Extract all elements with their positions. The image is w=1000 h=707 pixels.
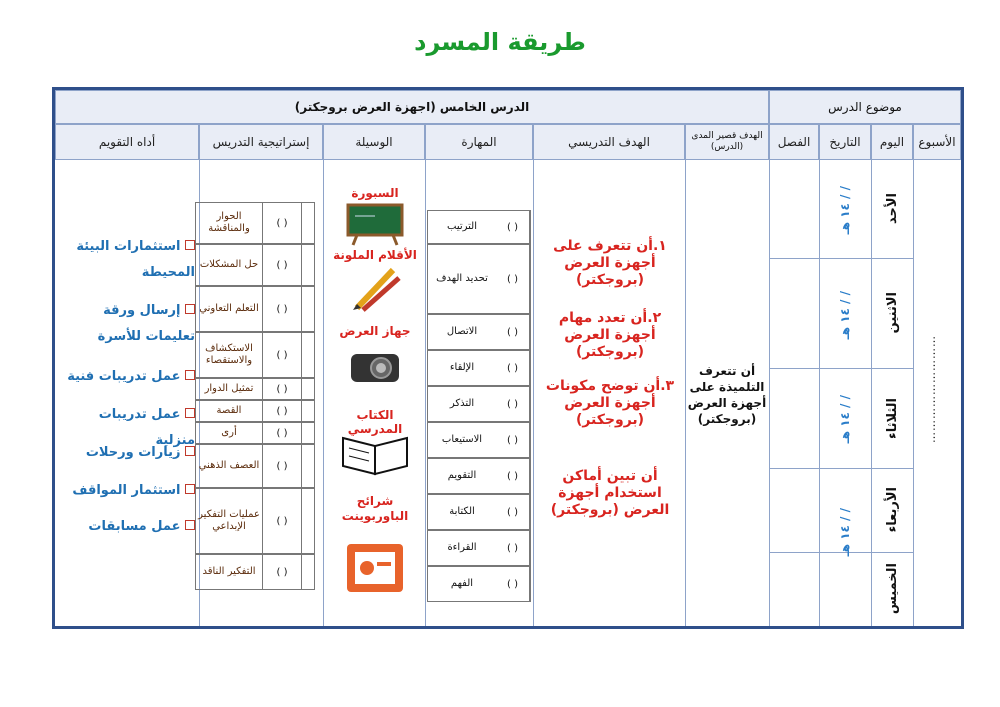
skill-checkbox[interactable]: ( )	[496, 567, 530, 601]
strategy-row	[195, 332, 315, 378]
teaching-goal-3: ٣.أن توضح مكونات أجهزة العرض (بروجكتر)	[545, 378, 675, 428]
day-tuesday: الثلاثاء	[884, 397, 900, 439]
skill-label: التقويم	[447, 470, 477, 481]
evaluation-item	[59, 514, 195, 540]
teaching-goal-1: ١.أن تتعرف على أجهزة العرض (بروجكتر)	[553, 238, 667, 288]
evaluation-checkbox[interactable]	[185, 370, 195, 380]
day-monday: الاثنين	[884, 292, 900, 334]
strategy-checkbox[interactable]: ( )	[262, 287, 302, 331]
week-value: ………………………	[930, 336, 944, 444]
evaluation-label: استثمار المواقف	[72, 483, 181, 498]
date-cell	[819, 378, 871, 460]
evaluation-checkbox[interactable]	[185, 240, 195, 250]
lesson-title: الدرس الخامس (اجهزة العرض بروجكتر)	[55, 90, 769, 124]
evaluation-label: إرسال ورقة تعليمات للأسرة	[97, 303, 195, 344]
strategy-label: أرى	[221, 427, 237, 438]
col-short-goal: الهدف قصير المدى (الدرس)	[685, 124, 769, 160]
day-thursday: الخميس	[884, 563, 900, 615]
skill-label: الكتابة	[449, 506, 475, 517]
strategy-checkbox[interactable]: ( )	[262, 401, 302, 421]
strategy-label: عمليات التفكير الإبداعي	[198, 509, 260, 532]
skill-checkbox[interactable]: ( )	[496, 495, 530, 529]
strategy-checkbox[interactable]: ( )	[262, 203, 302, 243]
day-cell	[871, 368, 913, 468]
evaluation-label: عمل تدريبات منزلية	[98, 407, 195, 448]
date-cell	[819, 470, 871, 594]
strategy-checkbox[interactable]: ( )	[262, 445, 302, 487]
skill-row	[427, 350, 531, 386]
skill-label: القراءة	[447, 542, 477, 553]
skill-label: الفهم	[450, 578, 474, 589]
day-sunday: الأحد	[884, 193, 900, 225]
date-value: / / ١٤ هـ	[838, 185, 852, 235]
powerpoint-icon	[345, 542, 405, 594]
strategy-row	[195, 378, 315, 400]
skill-label: تحديد الهدف	[436, 273, 488, 284]
strategy-checkbox[interactable]: ( )	[262, 245, 302, 285]
evaluation-label: عمل مسابقات	[88, 519, 181, 534]
strategy-checkbox[interactable]: ( )	[262, 555, 302, 589]
skill-label: الاتصال	[446, 326, 478, 337]
day-cell	[871, 552, 913, 626]
date-value: / / ١٤ هـ	[838, 290, 852, 340]
day-cell	[871, 258, 913, 368]
skill-checkbox[interactable]: ( )	[496, 245, 530, 313]
skill-label: التذكر	[449, 398, 475, 409]
strategy-row	[195, 400, 315, 422]
date-value: / / ١٤ هـ	[838, 507, 852, 557]
col-class: الفصل	[769, 124, 819, 160]
skill-checkbox[interactable]: ( )	[496, 459, 530, 493]
page-title: طريقة المسرد	[414, 28, 586, 56]
evaluation-label: عمل تدريبات فنية	[67, 369, 181, 384]
skill-checkbox[interactable]: ( )	[496, 531, 530, 565]
col-evaluation: أداه التقويم	[55, 124, 199, 160]
skill-row	[427, 314, 531, 350]
strategy-label: الاستكشاف والاستقصاء	[205, 343, 253, 366]
skill-row	[427, 386, 531, 422]
day-wednesday: الأربعاء	[884, 487, 900, 533]
strategy-label: التفكير الناقد	[202, 566, 256, 577]
tool-label-blackboard: السبورة	[351, 186, 399, 200]
col-week: الأسبوع	[913, 124, 961, 160]
evaluation-checkbox[interactable]	[185, 520, 195, 530]
skill-row	[427, 210, 531, 244]
evaluation-item	[59, 298, 195, 350]
tool-label-book: الكتاب المدرسي	[347, 408, 403, 436]
tool-label-projector: جهاز العرض	[339, 324, 411, 338]
col-date: التاريخ	[819, 124, 871, 160]
week-cell	[913, 290, 961, 490]
strategy-label: الحوار والمناقشة	[208, 211, 250, 234]
strategy-row	[195, 554, 315, 590]
evaluation-item	[59, 364, 195, 390]
lesson-plan-table	[52, 87, 964, 629]
tool-label-powerpoint: شرائح الباوربوينت	[341, 494, 409, 523]
strategy-row	[195, 286, 315, 332]
col-day: اليوم	[871, 124, 913, 160]
strategy-label: تمثيل الدوار	[204, 383, 254, 394]
skill-checkbox[interactable]: ( )	[496, 315, 530, 349]
evaluation-item	[59, 478, 195, 504]
skill-label: الاستيعاب	[441, 434, 483, 445]
evaluation-checkbox[interactable]	[185, 484, 195, 494]
evaluation-checkbox[interactable]	[185, 304, 195, 314]
strategy-row	[195, 444, 315, 488]
evaluation-label: زيارات ورحلات	[85, 445, 181, 460]
skill-row	[427, 530, 531, 566]
col-skill: المهارة	[425, 124, 533, 160]
skill-row	[427, 458, 531, 494]
topic-label: موضوع الدرس	[769, 90, 961, 124]
skill-row	[427, 244, 531, 314]
date-cell	[819, 168, 871, 252]
strategy-checkbox[interactable]: ( )	[262, 423, 302, 443]
short-goal-text: أن تتعرف التلميذة على أجهزة العرض (بروجكتر)	[687, 364, 767, 426]
day-cell	[871, 468, 913, 552]
skill-row	[427, 422, 531, 458]
strategy-label: القصة	[216, 405, 242, 416]
skill-row	[427, 494, 531, 530]
evaluation-checkbox[interactable]	[185, 408, 195, 418]
strategy-row	[195, 244, 315, 286]
strategy-label: العصف الذهني	[198, 460, 260, 471]
strategy-label: حل المشكلات	[199, 259, 259, 270]
colored-pencils-icon	[349, 264, 403, 312]
evaluation-item	[59, 440, 195, 466]
skill-checkbox[interactable]: ( )	[496, 211, 530, 243]
skill-checkbox[interactable]: ( )	[496, 351, 530, 385]
blackboard-icon	[345, 202, 405, 246]
tool-label-pencils: الأقلام الملونة	[333, 248, 417, 262]
projector-icon	[345, 340, 405, 390]
strategy-row	[195, 422, 315, 444]
skill-label: الترتيب	[447, 221, 477, 232]
strategy-row	[195, 202, 315, 244]
evaluation-checkbox[interactable]	[185, 446, 195, 456]
strategy-row	[195, 488, 315, 554]
col-teaching-goal: الهدف التدريسي	[533, 124, 685, 160]
skill-label: الإلقاء	[449, 362, 475, 373]
book-icon	[339, 428, 411, 478]
evaluation-label: استثمارات البيئة المحيطة	[76, 239, 195, 280]
strategy-checkbox[interactable]: ( )	[262, 333, 302, 377]
teaching-goal-2: ٢.أن تعدد مهام أجهزة العرض (بروجكتر)	[558, 310, 662, 360]
date-value: / / ١٤ هـ	[838, 394, 852, 444]
strategy-label: التعلم التعاوني	[199, 303, 259, 314]
skill-row	[427, 566, 531, 602]
skill-checkbox[interactable]: ( )	[496, 387, 530, 421]
day-cell	[871, 160, 913, 258]
date-cell	[819, 270, 871, 360]
col-tool: الوسيلة	[323, 124, 425, 160]
col-strategy: إستراتيجية التدريس	[199, 124, 323, 160]
skill-checkbox[interactable]: ( )	[496, 423, 530, 457]
strategy-checkbox[interactable]: ( )	[262, 489, 302, 553]
evaluation-item	[59, 234, 195, 286]
strategy-checkbox[interactable]: ( )	[262, 379, 302, 399]
teaching-goal-4: أن تبين أماكن استخدام أجهزة العرض (بروجكتر)	[550, 468, 670, 518]
